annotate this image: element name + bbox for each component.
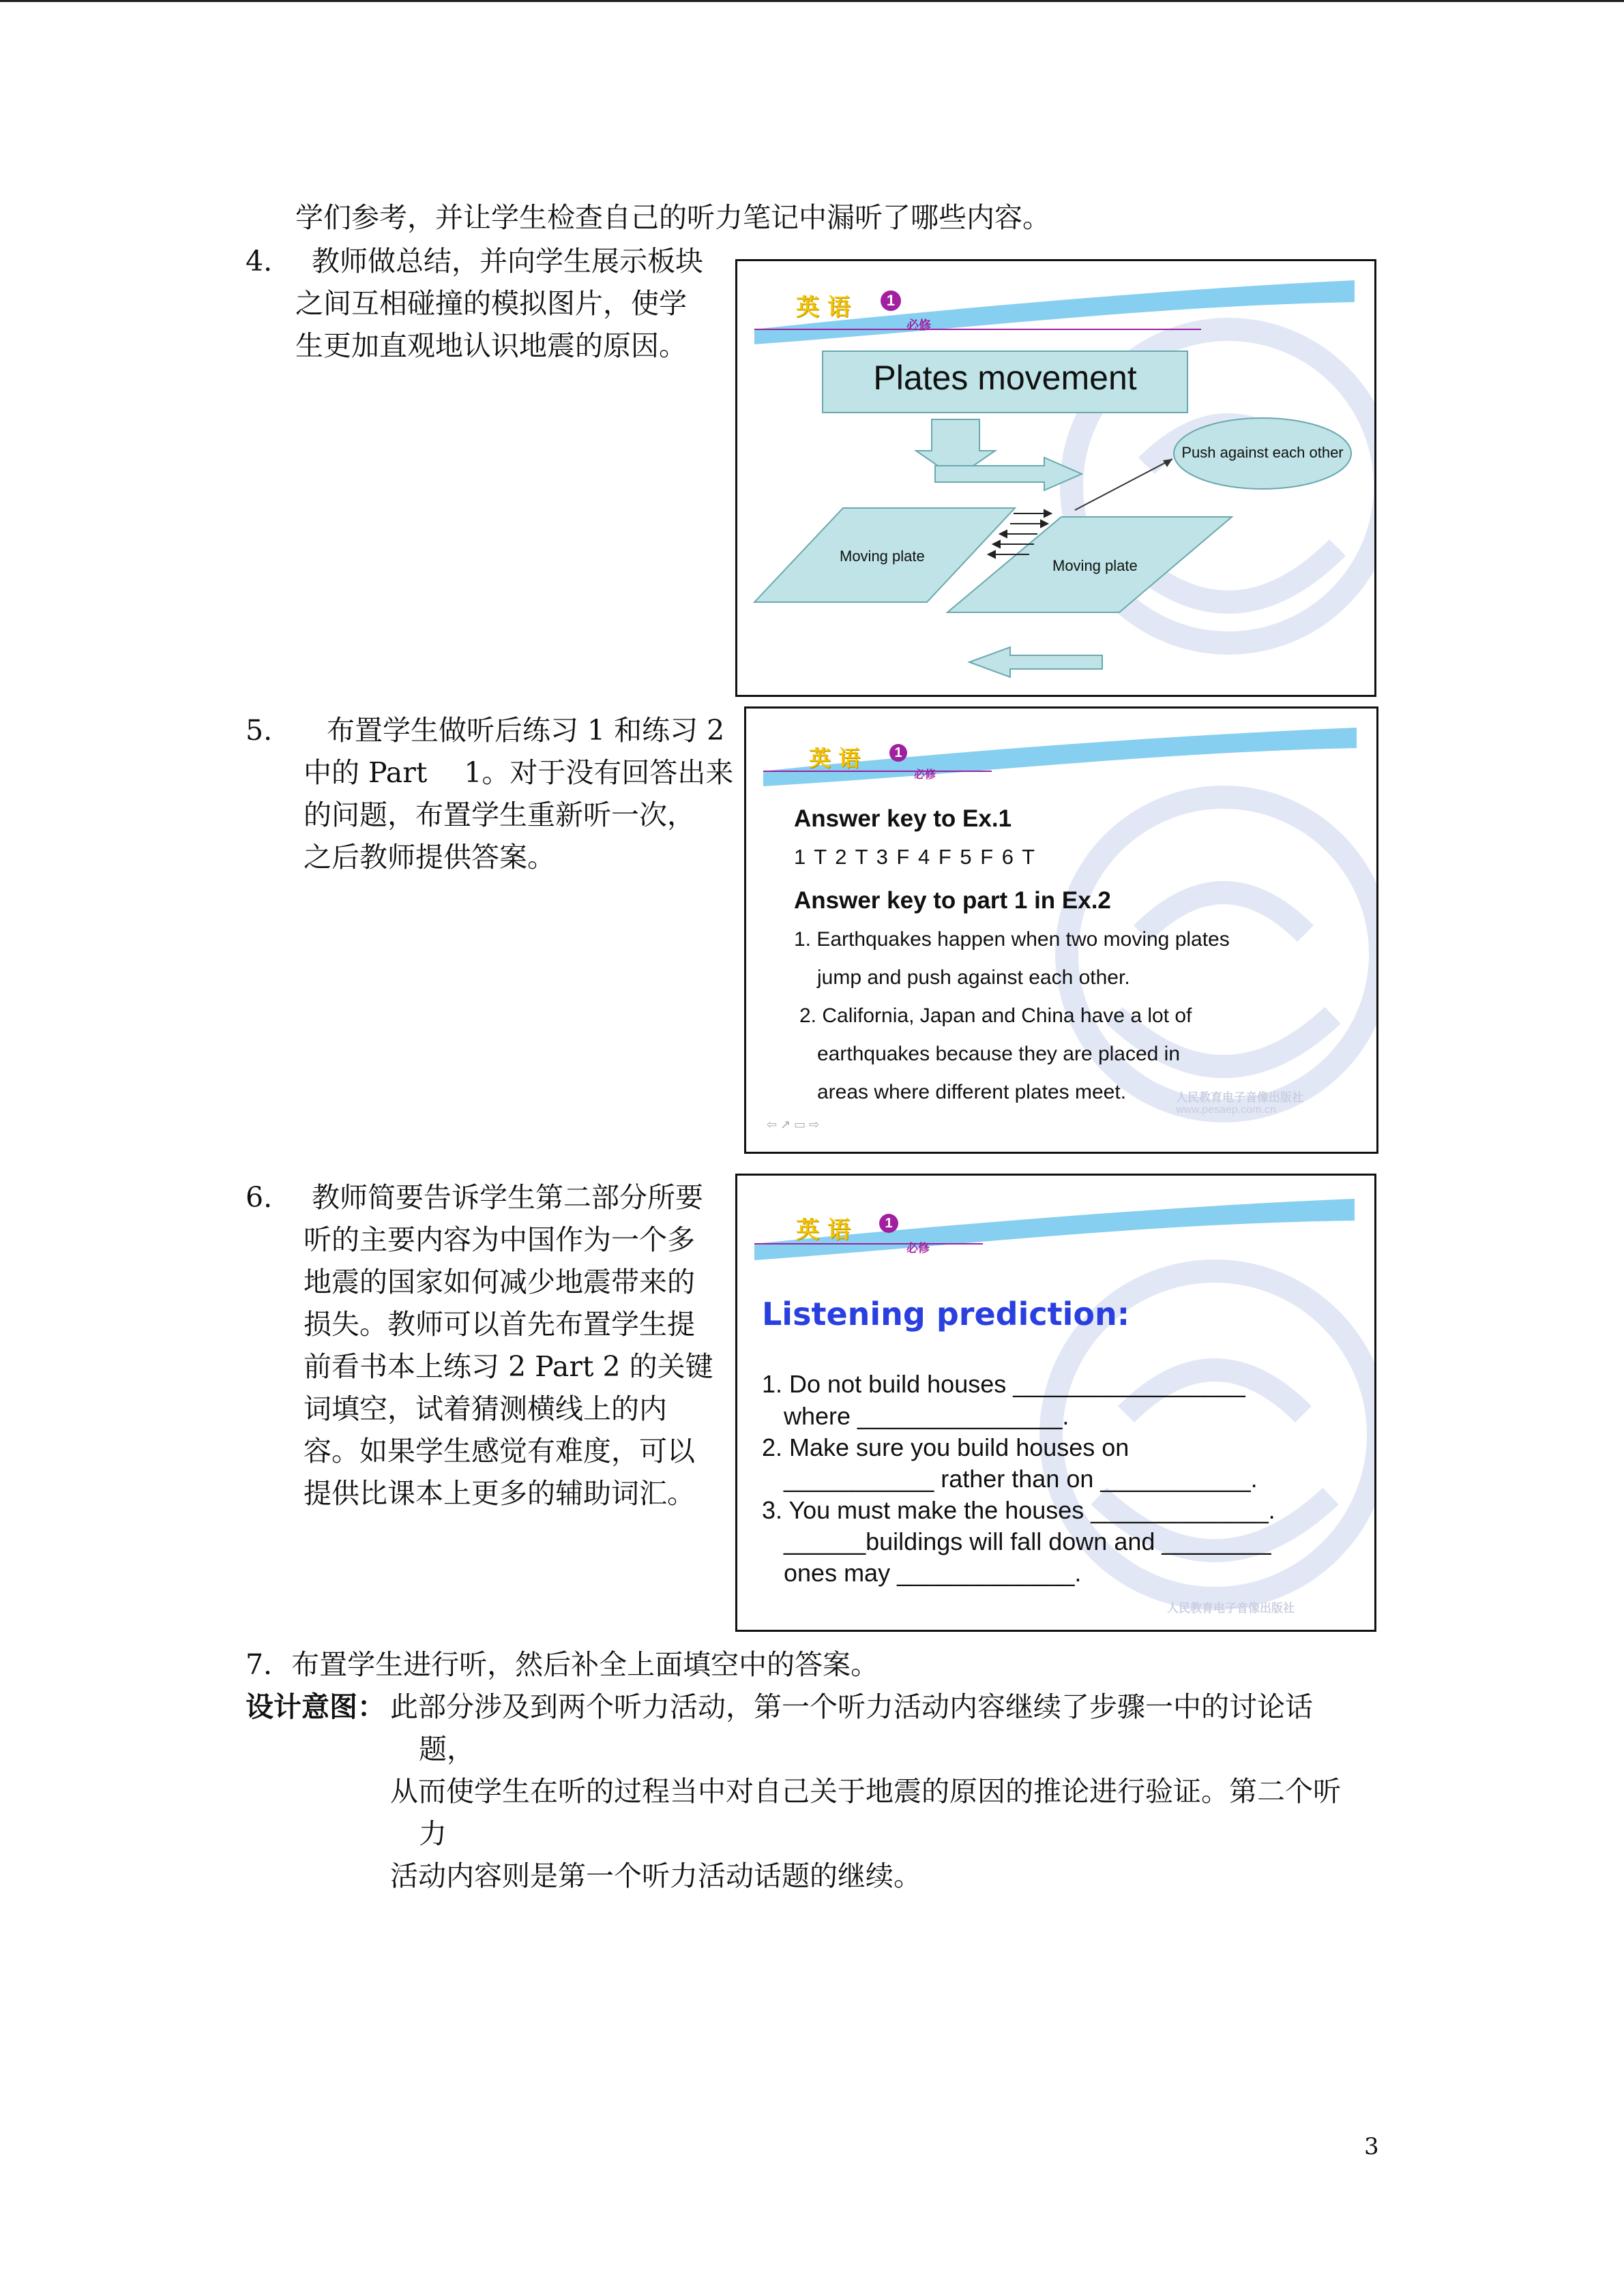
prediction-line: 3. You must make the houses _____________. — [762, 1496, 1275, 1524]
left-arrow-icon — [969, 647, 1102, 677]
step4-line: 之间互相碰撞的模拟图片，使学 — [295, 287, 687, 320]
step5-line: 中的 Part 1。对于没有回答出来 — [304, 756, 734, 789]
publisher-url: www.pesaep.com.cn — [1176, 1104, 1276, 1116]
step6-line: 损失。教师可以首先布置学生提 — [304, 1308, 695, 1341]
slide-badge: 1 — [879, 1214, 898, 1233]
slide-badge: 1 — [881, 290, 901, 311]
answer-line: areas where different plates meet. — [817, 1081, 1127, 1103]
prediction-line: ______buildings will fall down and ________ — [784, 1527, 1271, 1555]
slide-brand: 英 语 — [809, 745, 861, 771]
prediction-line: ones may _____________. — [784, 1559, 1082, 1587]
prediction-line: ___________ rather than on ___________. — [784, 1465, 1258, 1493]
bubble-label: Push against each other — [1181, 444, 1344, 461]
step6-line: 前看书本上练习 2 Part 2 的关键 — [304, 1350, 713, 1383]
publisher-watermark: 人民教育电子音像出版社 — [1167, 1602, 1295, 1615]
publisher-watermark: 人民教育电子音像出版社 — [1176, 1091, 1303, 1104]
step4-text — [295, 240, 703, 367]
answer-line: 2. California, Japan and China have a lot of — [799, 1004, 1192, 1027]
step4-line: 教师做总结，并向学生展示板块 — [312, 245, 703, 278]
step4-number: 4. — [246, 245, 273, 278]
page-number: 3 — [1364, 2133, 1379, 2160]
step5-line: 之后教师提供答案。 — [304, 841, 555, 874]
step6-line: 容。如果学生感觉有难度，可以 — [304, 1435, 695, 1467]
prediction-line: 2. Make sure you build houses on — [762, 1433, 1130, 1461]
answer-line: earthquakes because they are placed in — [817, 1043, 1181, 1065]
slide-sub: 必修 — [906, 1242, 930, 1255]
design-intent-label: 设计意图： — [246, 1690, 385, 1723]
slide-listening-prediction — [735, 1174, 1376, 1632]
plate-left-label: Moving plate — [840, 548, 925, 565]
slide-brand: 英 语 — [796, 1217, 851, 1244]
intro-line: 学们参考，并让学生检查自己的听力笔记中漏听了哪些内容。 — [295, 201, 1050, 234]
plate-right-label: Moving plate — [1052, 557, 1138, 574]
design-intent-line: 此部分涉及到两个听力活动，第一个听力活动内容继续了步骤一中的讨论话 — [390, 1690, 1313, 1723]
slide-badge: 1 — [889, 744, 907, 762]
slide-sub: 必修 — [906, 318, 931, 333]
step6-line: 提供比课本上更多的辅助词汇。 — [304, 1477, 695, 1510]
answer-line: 1. Earthquakes happen when two moving plates — [794, 928, 1230, 951]
answer-heading-1: Answer key to Ex.1 — [794, 805, 1012, 832]
step5-line: 的问题，布置学生重新听一次， — [304, 799, 695, 831]
step6-text — [304, 1176, 713, 1515]
slide-nav-icons[interactable]: ⇦ ↗ ▭ ⇨ — [767, 1118, 820, 1131]
slide-answer-key — [744, 706, 1378, 1154]
step4-line: 生更加直观地认识地震的原因。 — [295, 329, 687, 362]
design-intent-line: 活动内容则是第一个听力活动话题的继续。 — [390, 1860, 921, 1892]
slide-sub: 必修 — [914, 768, 936, 781]
step6-line: 听的主要内容为中国作为一个多 — [304, 1223, 695, 1256]
step6-line: 教师简要告诉学生第二部分所要 — [312, 1181, 703, 1214]
design-intent-line: 从而使学生在听的过程当中对自己关于地震的原因的推论进行验证。第二个听 — [390, 1775, 1341, 1808]
slide-graphics — [737, 261, 1376, 697]
prediction-line: where _______________. — [784, 1402, 1069, 1430]
prediction-line: 1. Do not build houses _________________ — [762, 1370, 1245, 1398]
step7-text: 7．布置学生进行听，然后补全上面填空中的答案。 — [246, 1648, 879, 1681]
design-intent-line: 力 — [419, 1817, 447, 1850]
step6-number: 6. — [246, 1181, 273, 1214]
step5-text — [304, 709, 733, 878]
design-intent-line: 题， — [419, 1733, 475, 1765]
top-border — [0, 0, 1624, 2]
step6-line: 词填空，试着猜测横线上的内 — [304, 1392, 667, 1425]
answer-heading-2: Answer key to part 1 in Ex.2 — [794, 887, 1111, 914]
slide-title: Plates movement — [873, 359, 1137, 397]
slide-plates-movement — [735, 259, 1376, 697]
slide-brand: 英 语 — [796, 294, 851, 321]
answer-line: jump and push against each other. — [817, 966, 1130, 989]
answers-ex1: 1 T 2 T 3 F 4 F 5 F 6 T — [794, 845, 1037, 869]
prediction-title: Listening prediction: — [762, 1296, 1130, 1332]
step5-number: 5. — [246, 714, 273, 747]
step6-line: 地震的国家如何减少地震带来的 — [304, 1266, 695, 1298]
step5-line: 布置学生做听后练习 1 和练习 2 — [327, 714, 725, 747]
